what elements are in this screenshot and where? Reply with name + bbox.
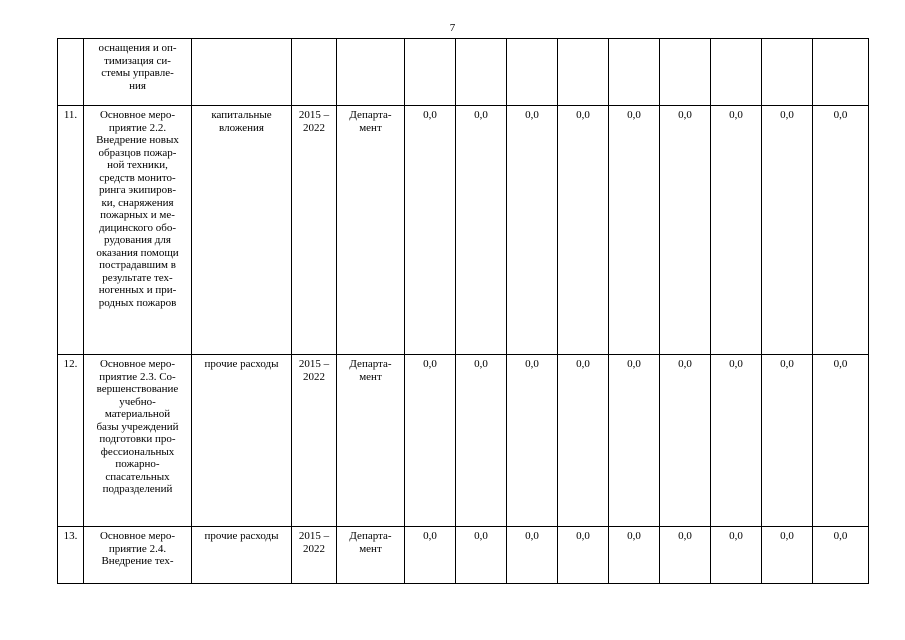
value-cell: 0,0: [762, 355, 813, 527]
row-number-cell: 11.: [58, 106, 84, 355]
table-row: [58, 527, 869, 584]
value-cell: 0,0: [507, 355, 558, 527]
activity-name-cell: оснащения и оп- тимизация си- стемы управле- ния: [84, 39, 192, 106]
row-number-cell: 12.: [58, 355, 84, 527]
value-cell: 0,0: [711, 106, 762, 355]
row-number-cell: 13.: [58, 527, 84, 584]
table-row: [58, 106, 869, 355]
value-cell: 0,0: [813, 355, 869, 527]
activity-name-cell: Основное меро- приятие 2.2. Внедрение новых образцов пожар- ной техники, средств монито- ринга экипиров- ки, снаряжения пожарных и ме- дицинского обо- рудования для оказания помощи пострадавшим в результате тех- ногенных и при- родных пожаров: [84, 106, 192, 355]
value-cell: [660, 39, 711, 106]
executor-cell: [337, 39, 405, 106]
value-cell: [711, 39, 762, 106]
value-cell: 0,0: [609, 355, 660, 527]
executor-cell: Департа- мент: [337, 106, 405, 355]
value-cell: 0,0: [558, 106, 609, 355]
value-cell: 0,0: [660, 355, 711, 527]
value-cell: 0,0: [456, 355, 507, 527]
value-cell: 0,0: [711, 527, 762, 584]
funding-source-cell: прочие расходы: [192, 355, 292, 527]
value-cell: 0,0: [456, 527, 507, 584]
value-cell: [405, 39, 456, 106]
funding-source-cell: капитальные вложения: [192, 106, 292, 355]
value-cell: 0,0: [456, 106, 507, 355]
value-cell: [762, 39, 813, 106]
period-cell: [292, 39, 337, 106]
funding-source-cell: прочие расходы: [192, 527, 292, 584]
activity-name-cell: Основное меро- приятие 2.3. Со- вершенствование учебно- материальной базы учреждений подготовки про- фессиональных пожарно- спасательных подразделений: [84, 355, 192, 527]
value-cell: [456, 39, 507, 106]
executor-cell: Департа- мент: [337, 355, 405, 527]
period-cell: 2015 – 2022: [292, 106, 337, 355]
value-cell: 0,0: [507, 527, 558, 584]
value-cell: [507, 39, 558, 106]
executor-cell: Департа- мент: [337, 527, 405, 584]
table-row: [58, 355, 869, 527]
value-cell: 0,0: [405, 106, 456, 355]
value-cell: 0,0: [609, 527, 660, 584]
value-cell: 0,0: [507, 106, 558, 355]
activity-name-cell: Основное меро- приятие 2.4. Внедрение тех-: [84, 527, 192, 584]
value-cell: 0,0: [558, 355, 609, 527]
period-cell: 2015 – 2022: [292, 527, 337, 584]
period-cell: 2015 – 2022: [292, 355, 337, 527]
value-cell: 0,0: [762, 106, 813, 355]
value-cell: 0,0: [609, 106, 660, 355]
page-number: 7: [449, 22, 456, 34]
value-cell: 0,0: [813, 106, 869, 355]
value-cell: [609, 39, 660, 106]
value-cell: 0,0: [813, 527, 869, 584]
value-cell: [558, 39, 609, 106]
value-cell: 0,0: [762, 527, 813, 584]
value-cell: 0,0: [405, 527, 456, 584]
value-cell: [813, 39, 869, 106]
program-table: [57, 38, 869, 584]
value-cell: 0,0: [405, 355, 456, 527]
value-cell: 0,0: [711, 355, 762, 527]
funding-source-cell: [192, 39, 292, 106]
value-cell: 0,0: [660, 106, 711, 355]
value-cell: 0,0: [660, 527, 711, 584]
table-row: [58, 39, 869, 106]
row-number-cell: [58, 39, 84, 106]
value-cell: 0,0: [558, 527, 609, 584]
